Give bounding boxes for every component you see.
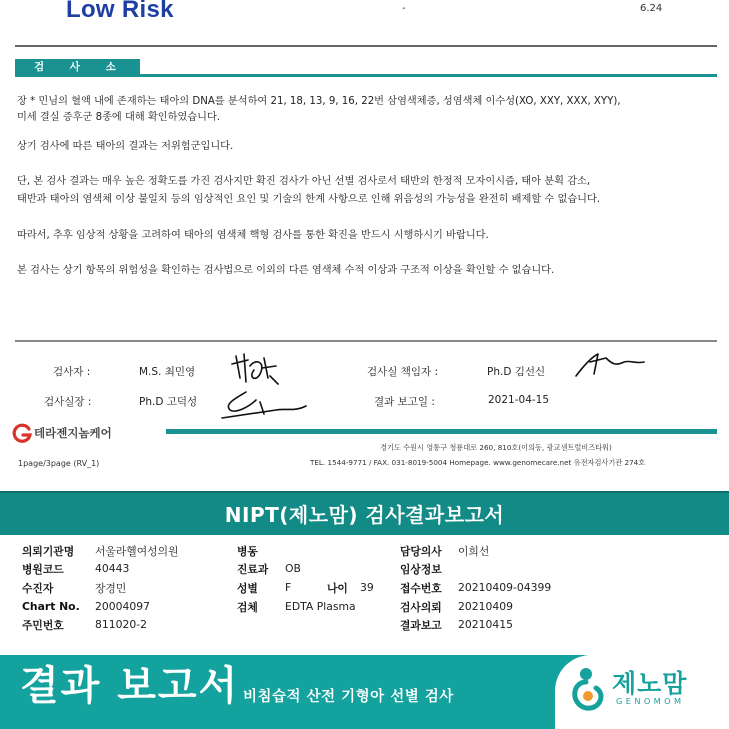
- sex-value: F: [285, 581, 292, 594]
- institution-value: 서울라헬여성의원: [95, 545, 179, 558]
- sex-label: 성별: [237, 582, 258, 595]
- dept-value: OB: [285, 562, 301, 575]
- patient-label: 수진자: [22, 582, 54, 595]
- page-number: 1page/3page (RV_1): [18, 459, 100, 468]
- findings-paragraph-1-line-2: 미세 결실 증후군 8종에 대해 확인하였습니다.: [17, 112, 221, 123]
- findings-paragraph-1-line-1: 장 * 민님의 혈액 내에 존재하는 태아의 DNA를 분석하여 21, 18, 13, 9, 16, 22번 삼염색체증, 성염색체 이수성(XO, XXY, XXX, XYY),: [17, 96, 621, 107]
- doctor-label: 담당의사: [400, 545, 442, 558]
- receipt-label: 접수번호: [400, 582, 442, 595]
- findings-paragraph-2: 상기 검사에 따른 태아의 결과는 저위험군입니다.: [17, 141, 234, 152]
- lab-manager-signature: [572, 348, 652, 382]
- doctor-value: 이희선: [458, 545, 490, 558]
- institution-label: 의뢰기관명: [22, 545, 75, 558]
- specimen-label: 검체: [237, 601, 258, 614]
- genomom-logo-icon: [566, 664, 610, 714]
- findings-paragraph-5: 본 검사는 상기 항목의 위험성을 확인하는 검사법으로 이외의 다른 염색체 수적 이상과 구조적 이상을 확인할 수 없습니다.: [17, 265, 555, 276]
- result-date-value: 20210415: [458, 618, 513, 631]
- company-divider: [166, 429, 717, 434]
- signature-divider: [15, 340, 717, 342]
- footer-subtitle: 비침습적 산전 기형아 선별 검사: [243, 689, 454, 705]
- footer-big-title: 결과 보고서: [20, 663, 240, 709]
- age-value: 39: [360, 581, 374, 594]
- brand-subname: GENOMOM: [616, 696, 685, 706]
- company-contact: TEL. 1544-9771 / FAX. 031-8019-5004 Homepage. www.genomecare.net 유전자검사기관 274호: [310, 458, 646, 467]
- result-dash: -: [402, 3, 406, 14]
- id-label: 주민번호: [22, 619, 64, 632]
- findings-header: 검 사 소 견: [15, 59, 140, 76]
- risk-result-label: Low Risk: [66, 0, 174, 23]
- divider: [15, 45, 717, 47]
- age-label: 나이: [327, 582, 348, 595]
- tester-name: M.S. 최민영: [139, 366, 196, 378]
- findings-paragraph-3-line-1: 단, 본 검사 결과는 매우 높은 정확도를 가진 검사지만 확진 검사가 아닌 선별 검사로서 태반의 한정적 모자이시즘, 태아 분획 감소,: [17, 176, 591, 187]
- result-value: 6.24: [640, 3, 663, 14]
- id-value: 811020-2: [95, 618, 147, 631]
- report-date-label: 결과 보고일 :: [374, 396, 435, 408]
- company-logo-icon: [12, 423, 32, 443]
- findings-header-rule: [15, 74, 717, 77]
- patient-value: 장경민: [95, 582, 127, 595]
- company-name: 테라젠지놈케어: [34, 426, 112, 440]
- dept-label: 진료과: [237, 563, 269, 576]
- brand-name: 제노맘: [612, 669, 688, 698]
- lab-director-label: 검사실장 :: [44, 396, 92, 408]
- ward-label: 병동: [237, 545, 258, 558]
- lab-director-name: Ph.D 고덕성: [139, 396, 198, 408]
- receipt-value: 20210409-04399: [458, 581, 552, 594]
- company-address: 경기도 수원시 영통구 청룡대로 260, 810호(이의동, 광교센트럴비즈타워): [380, 443, 612, 452]
- request-date-value: 20210409: [458, 600, 513, 613]
- specimen-value: EDTA Plasma: [285, 600, 356, 613]
- report-title: NIPT(제노맘) 검사결과보고서: [0, 491, 729, 535]
- lab-manager-name: Ph.D 김선신: [487, 366, 546, 378]
- lab-director-signature: [216, 386, 312, 422]
- chart-no-value: 20004097: [95, 600, 150, 613]
- request-date-label: 검사의뢰: [400, 601, 442, 614]
- hospital-code-value: 40443: [95, 562, 130, 575]
- findings-paragraph-4: 따라서, 추후 임상적 상황을 고려하여 태아의 염색체 핵형 검사를 통한 확진을 반드시 시행하시기 바랍니다.: [17, 230, 489, 241]
- tester-label: 검사자 :: [53, 366, 91, 378]
- findings-paragraph-3-line-2: 태반과 태아의 염색체 이상 불일치 등의 임상적인 요인 및 기술의 한계 사항으로 인해 위음성의 가능성을 완전히 배제할 수 없습니다.: [17, 194, 601, 205]
- chart-no-label: Chart No.: [22, 600, 80, 613]
- lab-manager-label: 검사실 책임자 :: [367, 366, 439, 378]
- result-date-label: 결과보고: [400, 619, 442, 632]
- clinical-info-label: 임상정보: [400, 563, 442, 576]
- report-date: 2021-04-15: [488, 394, 550, 406]
- hospital-code-label: 병원코드: [22, 563, 64, 576]
